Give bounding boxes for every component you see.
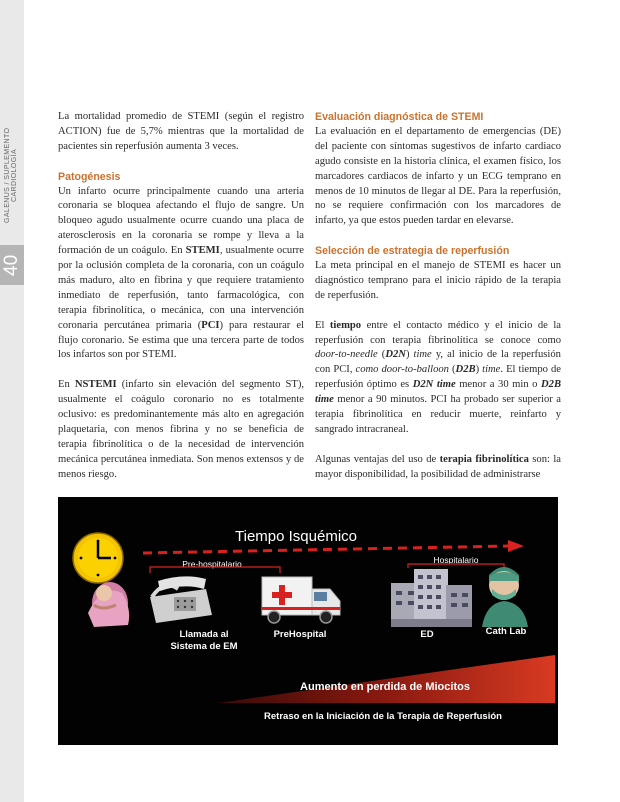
ambulance-icon [262, 577, 340, 623]
heading-seleccion: Selección de estrategia de reperfusión [315, 245, 510, 258]
wedge-label: Aumento en perdida de Miocitos [300, 681, 470, 693]
page-number: 40 [1, 254, 22, 276]
label-cath-lab: Cath Lab [485, 626, 527, 637]
running-title: GALENUS / SUPLEMENTO CARDIOLOGÍA [4, 127, 18, 223]
nstemi-paragraph: En NSTEMI (infarto sin elevación del segmento ST), usualmente el coágulo coronario no es totalmente oclusivo: es predominantemente más alto en agregación plaquetaria, con menos fibrina y no se beneficia de terapia fibrinolítica o de la necesidad de intervención mecánica percutánea inmediata. Son menos extensos y de menos riesgo. [58, 379, 304, 480]
patogenesis-paragraph: Un infarto ocurre principalmente cuando una arteria coronaria se bloquea afectando el flujo de sangre. Un bloqueo agudo usualmente ocurre cuando una placa de aterosclerosis en la coronaria se rompe y lleva a la formación de un coágulo. En STEMI, usualmente ocurre por la oclusión completa de la coronaria, con un coágulo más maduro, alto en fibrina y que requiere tratamiento inmediato de reperfusión, tanto farmacológica, con terapia fibrinolítica, o mecánica, con una intervención coronaria percutánea primaria (PCI) para restaurar el flujo coronario. Se estima que una tercera parte de todos los infartos son por STEMI. [58, 185, 304, 361]
label-prehospital: PreHospital [273, 629, 327, 640]
right-column [315, 110, 561, 498]
patient-icon [88, 582, 129, 627]
figure-title: Tiempo Isquémico [235, 528, 357, 545]
label-call-line2: Sistema de EM [170, 641, 238, 652]
telephone-icon [150, 576, 212, 623]
heading-evaluacion: Evaluación diagnóstica de STEMI [315, 111, 484, 123]
mortality-paragraph: La mortalidad promedio de STEMI (según el registro ACTION) fue de 5,7% mientras que la mortalidad de pacientes sin reperfusión aumenta 3 veces. [58, 111, 304, 152]
ventajas-paragraph: Algunas ventajas del uso de terapia fibrinolítica son: la mayor disponibilidad, la posibilidad de administrarse [315, 453, 562, 480]
hospital-bracket [408, 564, 504, 568]
surgeon-icon [482, 567, 528, 627]
pre-hospital-label: Pre-hospitalario [182, 559, 242, 569]
time-arrow-head [508, 540, 524, 552]
label-ed: ED [420, 629, 434, 640]
myocyte-loss-wedge [218, 655, 555, 703]
tiempo-paragraph: El tiempo entre el contacto médico y el inicio de la reperfusión con terapia fibrinolítica se conoce como door-to-needle (D2N) time y, al inicio de la reperfusión con PCI, como door-to-balloon (D2B) time. El tiempo de reperfusión óptimo es D2N time menor a 30 min o D2B time menor a 90 minutos. PCI ha probado ser superior a terapia fibrinolítica en reducir muerte, reinfarto y sangrado intracraneal. [315, 319, 562, 435]
hospital-label: Hospitalario [433, 555, 479, 565]
heading-patogenesis: Patogénesis [58, 170, 121, 183]
time-arrow-line [143, 546, 510, 553]
hospital-building-icon [391, 569, 472, 627]
evaluacion-paragraph: La evaluación en el departamento de emergencias (DE) del paciente con síntomas sugestivos de infarto cardiaco agudo consiste en la historia clínica, el examen físico, los marcadores cardiacos de infarto y un ECG temprano en menos de 10 minutos de llegar al DE. Para la reperfusión, no se requiere confirmación con los marcadores de infarto, ya que estos pueden tardar en elevarse. [315, 125, 561, 227]
label-call-line1: Llamada al [179, 629, 229, 640]
clock-icon [73, 533, 123, 583]
meta-paragraph: La meta principal en el manejo de STEMI es hacer un diagnóstico temprano para el inicio rápido de la terapia de reperfusión. [315, 260, 561, 301]
figure-svg [58, 497, 558, 745]
left-column [58, 110, 304, 498]
ischemic-time-figure [58, 497, 558, 745]
delay-caption: Retraso en la Iniciación de la Terapia de Reperfusión [264, 711, 502, 722]
